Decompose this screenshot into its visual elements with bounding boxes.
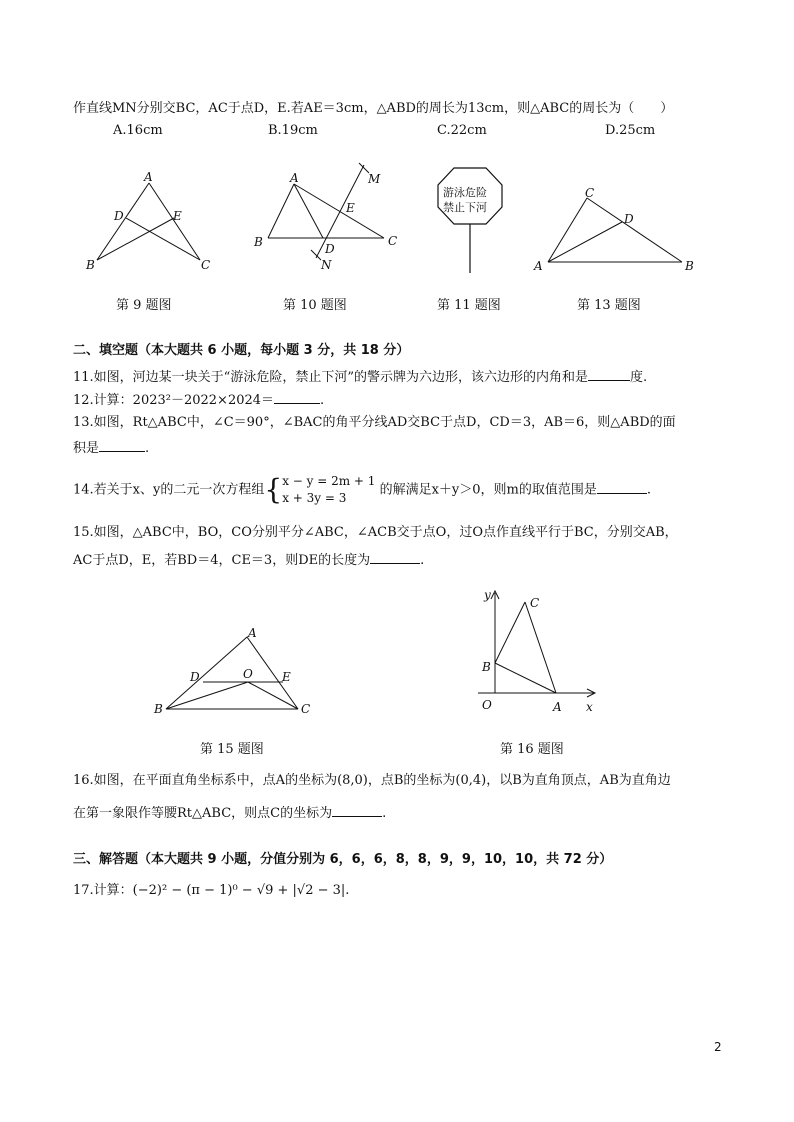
fig10-label-a: A bbox=[290, 171, 299, 185]
figure-15 bbox=[150, 625, 320, 720]
fig10-label-e: E bbox=[346, 201, 355, 215]
q13-answer-blank bbox=[99, 438, 145, 452]
fig10-label-d: D bbox=[325, 242, 335, 256]
fig9-label-a: A bbox=[144, 170, 153, 184]
figure-16 bbox=[470, 585, 610, 720]
q15-line2: AC于点D，E，若BD＝4，CE＝3，则DE的长度为 . bbox=[73, 550, 424, 570]
q11-stem: 11.如图，河边某一块关于“游泳危险，禁止下河”的警示牌为六边形，该六边形的内角和是 bbox=[73, 370, 588, 385]
q16-answer-blank bbox=[332, 803, 382, 817]
fig15-caption: 第 15 题图 bbox=[200, 742, 264, 757]
fig13-caption: 第 13 题图 bbox=[577, 298, 641, 313]
page-number: 2 bbox=[714, 1040, 722, 1054]
q15-answer-blank bbox=[370, 550, 420, 564]
q13-stem-end: 积是 bbox=[73, 441, 100, 456]
q15-line1: 15.如图，△ABC中，BO，CO分别平分∠ABC，∠ACB交于点O，过O点作直线平行于BC，分别交AB， bbox=[73, 525, 678, 540]
section-3-heading: 三、解答题（本大题共 9 小题，分值分别为 6，6，6，8，8，9，9，10，10，共 72 分） bbox=[73, 852, 613, 867]
fig9-label-d: D bbox=[114, 209, 124, 223]
sign-text-line2: 禁止下河 bbox=[443, 201, 487, 214]
fig16-label-c: C bbox=[530, 596, 540, 610]
q14-stem-end: 的解满足x＋y＞0，则m的取值范围是 bbox=[379, 482, 597, 498]
fig10-label-n: N bbox=[321, 258, 332, 272]
q16-stem-end: 在第一象限作等腰Rt△ABC，则点C的坐标为 bbox=[73, 806, 333, 821]
q17-text: 17.计算：(−2)² − (π − 1)⁰ − √9 + |√2 − 3|. bbox=[73, 883, 350, 898]
fig15-label-c: C bbox=[301, 702, 311, 716]
q10-choice-a: A.16cm bbox=[113, 123, 163, 138]
fig15-label-b: B bbox=[154, 702, 163, 716]
q13-line1: 13.如图，Rt△ABC中，∠C＝90°，∠BAC的角平分线AD交BC于点D，CD＝3，AB＝6，则△ABD的面 bbox=[73, 415, 676, 430]
fig15-label-a: A bbox=[248, 626, 257, 640]
q14-answer-blank bbox=[597, 480, 647, 494]
fig15-label-e: E bbox=[282, 670, 291, 684]
figure-11 bbox=[430, 165, 510, 277]
q11-text bbox=[73, 367, 647, 387]
q12-stem: 12.计算：2023²－2022×2024＝ bbox=[73, 393, 275, 408]
fig9-label-e: E bbox=[173, 209, 182, 223]
fig11-caption: 第 11 题图 bbox=[437, 298, 501, 313]
fig10-caption: 第 10 题图 bbox=[283, 298, 347, 313]
q10-choice-d: D.25cm bbox=[605, 123, 656, 138]
fig10-label-m: M bbox=[368, 172, 381, 186]
figure-9 bbox=[80, 168, 220, 278]
q14-text: 14.若关于x、y的二元一次方程组{x − y = 2m + 1 x + 3y = 3 的解满足x＋y＞0，则m的取值范围是 . bbox=[73, 473, 651, 506]
q16-line1: 16.如图，在平面直角坐标系中，点A的坐标为(8,0)，点B的坐标为(0,4)，以B为直角顶点，AB为直角边 bbox=[73, 773, 671, 788]
fig16-label-o: O bbox=[482, 698, 492, 712]
fig9-caption: 第 9 题图 bbox=[116, 298, 172, 313]
fig16-label-b: B bbox=[482, 660, 491, 674]
q12-answer-blank bbox=[274, 390, 320, 404]
sign-text-line1: 游泳危险 bbox=[443, 186, 487, 199]
fig13-label-c: C bbox=[585, 186, 595, 200]
fig16-label-a: A bbox=[553, 700, 562, 714]
fig13-label-d: D bbox=[624, 212, 634, 226]
fig16-caption: 第 16 题图 bbox=[500, 742, 564, 757]
q10-choice-c: C.22cm bbox=[437, 123, 487, 138]
fig16-label-y: y bbox=[484, 588, 491, 602]
q14-equation-2: x + 3y = 3 bbox=[282, 491, 347, 505]
q10-stem: 作直线MN分别交BC，AC于点D，E.若AE＝3cm，△ABD的周长为13cm，则△ABC的周长为（ ） bbox=[73, 101, 674, 116]
fig13-label-b: B bbox=[685, 259, 694, 273]
fig15-label-d: D bbox=[190, 670, 200, 684]
q11-answer-blank bbox=[588, 367, 630, 381]
q16-line2: 在第一象限作等腰Rt△ABC，则点C的坐标为 . bbox=[73, 803, 386, 823]
q12-text: 12.计算：2023²－2022×2024＝ . bbox=[73, 390, 324, 410]
q10-choice-b: B.19cm bbox=[268, 123, 318, 138]
fig10-label-b: B bbox=[254, 235, 263, 249]
fig13-label-a: A bbox=[534, 259, 543, 273]
fig15-label-o: O bbox=[243, 667, 253, 681]
fig10-label-c: C bbox=[388, 234, 398, 248]
figure-10 bbox=[250, 160, 410, 275]
q11-end: 度. bbox=[629, 370, 648, 385]
q13-line2: 积是 . bbox=[73, 438, 149, 458]
fig16-label-x: x bbox=[586, 700, 593, 714]
fig9-label-c: C bbox=[201, 258, 211, 272]
figure-13 bbox=[532, 180, 712, 275]
q15-stem-end: AC于点D，E，若BD＝4，CE＝3，则DE的长度为 bbox=[73, 553, 371, 568]
q14-stem: 14.若关于x、y的二元一次方程组 bbox=[73, 482, 265, 498]
section-2-heading: 二、填空题（本大题共 6 小题，每小题 3 分，共 18 分） bbox=[73, 343, 410, 358]
q14-equation-1: x − y = 2m + 1 bbox=[282, 474, 376, 488]
fig9-label-b: B bbox=[86, 258, 95, 272]
